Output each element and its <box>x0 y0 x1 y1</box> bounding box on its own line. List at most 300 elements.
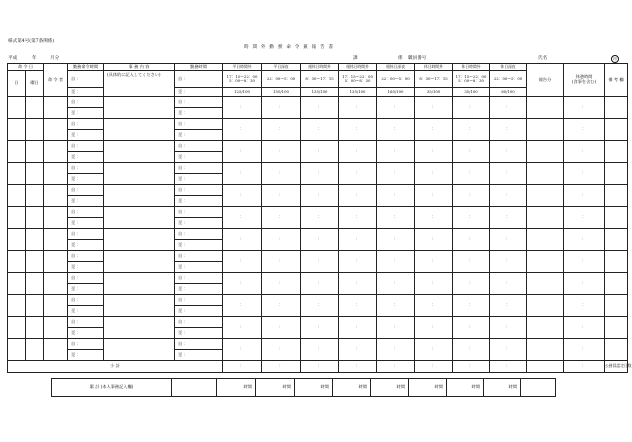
cat-cell-9-7[interactable]: ： <box>453 273 490 295</box>
subtotal-rest[interactable]: ： <box>564 361 605 373</box>
cat-cell-11-2[interactable]: ： <box>262 317 301 339</box>
cat-cell-8-1[interactable]: ： <box>223 251 262 273</box>
rest-cell-6[interactable]: ： <box>564 207 605 229</box>
remarks-cell-9[interactable] <box>605 273 628 295</box>
remarks-cell-10[interactable] <box>605 295 628 317</box>
cat-cell-8-4[interactable]: ： <box>339 251 377 273</box>
ordered-to-7[interactable]: 至 ： <box>68 240 104 251</box>
cat-cell-6-3[interactable]: ： <box>301 207 339 229</box>
rest-cell-3[interactable]: ： <box>564 141 605 163</box>
cat-cell-2-8[interactable]: ： <box>490 119 527 141</box>
entry-row <box>8 317 628 328</box>
work-from-header: 自 ： <box>175 71 223 88</box>
work-to-5[interactable]: 至 ： <box>175 196 223 207</box>
cat-rate-8: 60/100 <box>490 88 527 97</box>
work-from-10[interactable]: 自 ： <box>175 295 223 306</box>
work-to-2[interactable]: 至 ： <box>175 130 223 141</box>
totals-body <box>52 379 556 397</box>
ordered-to-4[interactable]: 至 ： <box>68 174 104 185</box>
entry-row <box>8 339 628 350</box>
total-blank <box>172 379 217 397</box>
total-hours-8: 時間 <box>484 379 521 397</box>
cat-cell-5-2[interactable]: ： <box>262 185 301 207</box>
cat-cell-4-6[interactable]: ： <box>415 163 453 185</box>
day-cell-7[interactable] <box>8 229 26 251</box>
cat-cell-5-3[interactable]: ： <box>301 185 339 207</box>
work-time-header: 勤務時間 <box>175 64 223 71</box>
cat-label-4: 週休日時間外 <box>339 64 377 71</box>
remarks-cell-4[interactable] <box>605 163 628 185</box>
ordered-from-9[interactable]: 自 ： <box>68 273 104 284</box>
ordered-from-4[interactable]: 自 ： <box>68 163 104 174</box>
weekday-cell-1[interactable] <box>26 97 44 119</box>
total-hours-2: 時間 <box>256 379 295 397</box>
subtotal-cell-6[interactable]: ： <box>415 361 453 373</box>
content-cell-5[interactable] <box>104 185 175 207</box>
orderer-cell-5[interactable] <box>44 185 68 207</box>
work-from-4[interactable]: 自 ： <box>175 163 223 174</box>
total-hours-1: 時間 <box>217 379 256 397</box>
cat-cell-10-6[interactable]: ： <box>415 295 453 317</box>
entry-row <box>8 119 628 130</box>
day-cell-12[interactable] <box>8 339 26 361</box>
orderer-cell-1[interactable] <box>44 97 68 119</box>
weekday-cell-4[interactable] <box>26 163 44 185</box>
cat-cell-5-6[interactable]: ： <box>415 185 453 207</box>
work-to-3[interactable]: 至 ： <box>175 152 223 163</box>
rest-label: 休憩時間 <box>575 74 593 80</box>
cat-cell-12-2[interactable]: ： <box>262 339 301 361</box>
cat-cell-1-7[interactable]: ： <box>453 97 490 119</box>
rest-cell-1[interactable]: ： <box>564 97 605 119</box>
day-cell-6[interactable] <box>8 207 26 229</box>
cat-cell-7-7[interactable]: ： <box>453 229 490 251</box>
ordered-from-8[interactable]: 自 ： <box>68 251 104 262</box>
rest-cell-7[interactable]: ： <box>564 229 605 251</box>
entry-row <box>8 273 628 284</box>
work-from-8[interactable]: 自 ： <box>175 251 223 262</box>
rest-cell-2[interactable]: ： <box>564 119 605 141</box>
entry-row <box>8 229 628 240</box>
day-cell-5[interactable] <box>8 185 26 207</box>
ordered-to-1[interactable]: 至 ： <box>68 108 104 119</box>
cat-cell-5-4[interactable]: ： <box>339 185 377 207</box>
work-to-12[interactable]: 至 ： <box>175 350 223 361</box>
cat-cell-9-2[interactable]: ： <box>262 273 301 295</box>
ordered-from-11[interactable]: 自 ： <box>68 317 104 328</box>
ordered-to-header: 至 ： <box>68 88 104 97</box>
subtotal-cell-5[interactable]: ： <box>377 361 415 373</box>
weekday-cell-8[interactable] <box>26 251 44 273</box>
rest-cell-10[interactable]: ： <box>564 295 605 317</box>
cat-cell-6-8[interactable]: ： <box>490 207 527 229</box>
orderer-cell-11[interactable] <box>44 317 68 339</box>
content-cell-7[interactable] <box>104 229 175 251</box>
work-to-6[interactable]: 至 ： <box>175 218 223 229</box>
confirm-cell-8[interactable] <box>527 251 564 273</box>
confirm-cell-7[interactable] <box>527 229 564 251</box>
cat-cell-3-4[interactable]: ： <box>339 141 377 163</box>
cat-time-1: 17：15〜22：00 5：00〜8：30 <box>223 71 262 88</box>
ordered-to-9[interactable]: 至 ： <box>68 284 104 295</box>
cat-cell-8-8[interactable]: ： <box>490 251 527 273</box>
work-to-9[interactable]: 至 ： <box>175 284 223 295</box>
confirm-cell-11[interactable] <box>527 317 564 339</box>
cat-label-3: 週休日時間外 <box>301 64 339 71</box>
orderer-cell-7[interactable] <box>44 229 68 251</box>
cat-cell-6-6[interactable]: ： <box>415 207 453 229</box>
cat-cell-7-2[interactable]: ： <box>262 229 301 251</box>
cat-cell-3-1[interactable]: ： <box>223 141 262 163</box>
orderer-cell-8[interactable] <box>44 251 68 273</box>
confirm-cell-4[interactable] <box>527 163 564 185</box>
cat-cell-6-7[interactable]: ： <box>453 207 490 229</box>
cat-cell-2-3[interactable]: ： <box>301 119 339 141</box>
form-number: 様式第4号(第7条関係) <box>8 39 55 44</box>
cat-cell-3-5[interactable]: ： <box>377 141 415 163</box>
cat-cell-12-5[interactable]: ： <box>377 339 415 361</box>
table-body <box>8 63 632 373</box>
ordered-to-3[interactable]: 至 ： <box>68 152 104 163</box>
cat-cell-12-3[interactable]: ： <box>301 339 339 361</box>
cat-cell-3-7[interactable]: ： <box>453 141 490 163</box>
work-from-12[interactable]: 自 ： <box>175 339 223 350</box>
cat-cell-9-5[interactable]: ： <box>377 273 415 295</box>
overtime-table <box>7 63 632 373</box>
orderer-header: 命 令 者 <box>44 64 68 97</box>
staff-number-label: 職員番号 <box>408 56 427 61</box>
rest-sub-label: (食事を含む) <box>571 79 597 84</box>
cat-cell-8-7[interactable]: ： <box>453 251 490 273</box>
cert-days-label: 公務員認定日数 <box>605 361 628 373</box>
remarks-cell-5[interactable] <box>605 185 628 207</box>
work-from-7[interactable]: 自 ： <box>175 229 223 240</box>
remarks-cell-6[interactable] <box>605 207 628 229</box>
confirm-cell-2[interactable] <box>527 119 564 141</box>
ordered-from-5[interactable]: 自 ： <box>68 185 104 196</box>
cat-cell-5-7[interactable]: ： <box>453 185 490 207</box>
content-cell-2[interactable] <box>104 119 175 141</box>
period-year: 年 <box>32 56 37 61</box>
orderer-cell-3[interactable] <box>44 141 68 163</box>
orderer-cell-2[interactable] <box>44 119 68 141</box>
weekday-header: 曜日 <box>26 71 44 97</box>
day-header: 日 <box>8 71 26 97</box>
work-from-2[interactable]: 自 ： <box>175 119 223 130</box>
remarks-header: 備 考 欄 <box>605 64 628 97</box>
total-hours-5: 時間 <box>371 379 409 397</box>
rest-header <box>564 64 605 97</box>
subtotal-cell-7[interactable]: ： <box>453 361 490 373</box>
rest-cell-8[interactable]: ： <box>564 251 605 273</box>
cat-cell-10-3[interactable]: ： <box>301 295 339 317</box>
cat-cell-2-1[interactable]: ： <box>223 119 262 141</box>
cat-cell-11-5[interactable]: ： <box>377 317 415 339</box>
cat-cell-8-2[interactable]: ： <box>262 251 301 273</box>
remarks-cell-11[interactable] <box>605 317 628 339</box>
ordered-to-2[interactable]: 至 ： <box>68 130 104 141</box>
subtotal-row <box>8 361 628 373</box>
content-cell-11[interactable] <box>104 317 175 339</box>
cat-cell-1-4[interactable]: ： <box>339 97 377 119</box>
cat-label-1: 平日時間外 <box>223 64 262 71</box>
work-to-10[interactable]: 至 ： <box>175 306 223 317</box>
subtotal-cell-1[interactable]: ： <box>223 361 262 373</box>
confirm-cell-1[interactable] <box>527 97 564 119</box>
day-cell-1[interactable] <box>8 97 26 119</box>
cat-cell-1-8[interactable]: ： <box>490 97 527 119</box>
day-cell-2[interactable] <box>8 119 26 141</box>
cat-label-6: 休日時間外 <box>415 64 453 71</box>
cat-cell-11-8[interactable]: ： <box>490 317 527 339</box>
cat-cell-11-1[interactable]: ： <box>223 317 262 339</box>
remarks-cell-12[interactable] <box>605 339 628 361</box>
cat-cell-7-3[interactable]: ： <box>301 229 339 251</box>
subtotal-confirm[interactable] <box>527 361 564 373</box>
cat-cell-12-6[interactable]: ： <box>415 339 453 361</box>
cat-cell-10-7[interactable]: ： <box>453 295 490 317</box>
orderer-cell-10[interactable] <box>44 295 68 317</box>
cat-cell-10-2[interactable]: ： <box>262 295 301 317</box>
entry-row <box>8 295 628 306</box>
cat-cell-2-6[interactable]: ： <box>415 119 453 141</box>
orderer-cell-4[interactable] <box>44 163 68 185</box>
cat-cell-5-8[interactable]: ： <box>490 185 527 207</box>
cat-label-2: 平日深夜 <box>262 64 301 71</box>
content-cell-8[interactable] <box>104 251 175 273</box>
cat-cell-8-6[interactable]: ： <box>415 251 453 273</box>
content-cell-9[interactable] <box>104 273 175 295</box>
cat-cell-6-4[interactable]: ： <box>339 207 377 229</box>
ordered-from-1[interactable]: 自 ： <box>68 97 104 108</box>
remarks-cell-1[interactable] <box>605 97 628 119</box>
rest-cell-9[interactable]: ： <box>564 273 605 295</box>
weekday-cell-3[interactable] <box>26 141 44 163</box>
cat-cell-12-1[interactable]: ： <box>223 339 262 361</box>
entry-row <box>8 251 628 262</box>
cat-cell-3-2[interactable]: ： <box>262 141 301 163</box>
confirm-cell-10[interactable] <box>527 295 564 317</box>
cat-cell-4-5[interactable]: ： <box>377 163 415 185</box>
day-cell-4[interactable] <box>8 163 26 185</box>
cat-cell-5-1[interactable]: ： <box>223 185 262 207</box>
cat-cell-4-4[interactable]: ： <box>339 163 377 185</box>
entry-row <box>8 97 628 108</box>
day-cell-8[interactable] <box>8 251 26 273</box>
work-to-7[interactable]: 至 ： <box>175 240 223 251</box>
content-header: 事 務 内 容 <box>104 64 175 71</box>
work-to-8[interactable]: 至 ： <box>175 262 223 273</box>
ordered-to-6[interactable]: 至 ： <box>68 218 104 229</box>
weekday-cell-11[interactable] <box>26 317 44 339</box>
cat-cell-4-7[interactable]: ： <box>453 163 490 185</box>
cat-cell-8-3[interactable]: ： <box>301 251 339 273</box>
weekday-cell-7[interactable] <box>26 229 44 251</box>
cat-cell-11-7[interactable]: ： <box>453 317 490 339</box>
cat-cell-7-4[interactable]: ： <box>339 229 377 251</box>
subtotal-cell-2[interactable]: ： <box>262 361 301 373</box>
cat-cell-1-2[interactable]: ： <box>262 97 301 119</box>
cat-cell-10-1[interactable]: ： <box>223 295 262 317</box>
cat-cell-4-3[interactable]: ： <box>301 163 339 185</box>
cat-cell-9-4[interactable]: ： <box>339 273 377 295</box>
content-cell-4[interactable] <box>104 163 175 185</box>
weekday-cell-5[interactable] <box>26 185 44 207</box>
confirm-cell-6[interactable] <box>527 207 564 229</box>
day-cell-9[interactable] <box>8 273 26 295</box>
ordered-from-3[interactable]: 自 ： <box>68 141 104 152</box>
confirm-cell-9[interactable] <box>527 273 564 295</box>
entry-row <box>8 185 628 196</box>
subtotal-cell-8[interactable]: ： <box>490 361 527 373</box>
cat-cell-3-6[interactable]: ： <box>415 141 453 163</box>
cat-rate-1: 125/100 <box>223 88 262 97</box>
dept-label: 課 <box>353 56 358 61</box>
total-label: 累 計 (本人事務記入欄) <box>52 379 172 397</box>
cat-cell-6-1[interactable]: ： <box>223 207 262 229</box>
cat-time-7: 17：15〜22：00 5：00〜8：30 <box>453 71 490 88</box>
remarks-cell-7[interactable] <box>605 229 628 251</box>
cat-cell-2-4[interactable]: ： <box>339 119 377 141</box>
cat-time-6: 8：30〜17：15 <box>415 71 453 88</box>
day-cell-11[interactable] <box>8 317 26 339</box>
remarks-cell-3[interactable] <box>605 141 628 163</box>
weekday-cell-6[interactable] <box>26 207 44 229</box>
ordered-from-6[interactable]: 自 ： <box>68 207 104 218</box>
cat-cell-2-2[interactable]: ： <box>262 119 301 141</box>
rest-cell-4[interactable]: ： <box>564 163 605 185</box>
orderer-cell-12[interactable] <box>44 339 68 361</box>
cat-cell-7-1[interactable]: ： <box>223 229 262 251</box>
cat-cell-1-5[interactable]: ： <box>377 97 415 119</box>
remarks-cell-8[interactable] <box>605 251 628 273</box>
content-cell-6[interactable] <box>104 207 175 229</box>
content-cell-1[interactable] <box>104 97 175 119</box>
period-era: 平成 <box>8 56 18 61</box>
cat-cell-1-3[interactable]: ： <box>301 97 339 119</box>
cat-cell-6-2[interactable]: ： <box>262 207 301 229</box>
cat-cell-7-6[interactable]: ： <box>415 229 453 251</box>
cat-cell-11-6[interactable]: ： <box>415 317 453 339</box>
ordered-from-10[interactable]: 自 ： <box>68 295 104 306</box>
cat-rate-2: 150/100 <box>262 88 301 97</box>
cat-cell-7-8[interactable]: ： <box>490 229 527 251</box>
orderer-cell-9[interactable] <box>44 273 68 295</box>
work-to-4[interactable]: 至 ： <box>175 174 223 185</box>
rest-cell-5[interactable]: ： <box>564 185 605 207</box>
cat-cell-9-1[interactable]: ： <box>223 273 262 295</box>
work-to-11[interactable]: 至 ： <box>175 328 223 339</box>
cat-time-8: 22：00〜5：00 <box>490 71 527 88</box>
ordered-to-12[interactable]: 至 ： <box>68 350 104 361</box>
work-from-5[interactable]: 自 ： <box>175 185 223 196</box>
confirm-cell-3[interactable] <box>527 141 564 163</box>
cat-cell-2-5[interactable]: ： <box>377 119 415 141</box>
content-cell-12[interactable] <box>104 339 175 361</box>
work-from-1[interactable]: 自 ： <box>175 97 223 108</box>
ordered-from-7[interactable]: 自 ： <box>68 229 104 240</box>
ordered-time-header: 勤務命令時間 <box>68 64 104 71</box>
subtotal-cell-3[interactable]: ： <box>301 361 339 373</box>
ordered-to-5[interactable]: 至 ： <box>68 196 104 207</box>
ordered-to-11[interactable]: 至 ： <box>68 328 104 339</box>
cat-cell-10-4[interactable]: ： <box>339 295 377 317</box>
cat-time-4: 17：15〜22：00 5：00〜8：30 <box>339 71 377 88</box>
total-hours-7: 時間 <box>447 379 484 397</box>
cat-cell-4-1[interactable]: ： <box>223 163 262 185</box>
work-from-9[interactable]: 自 ： <box>175 273 223 284</box>
cat-cell-4-8[interactable]: ： <box>490 163 527 185</box>
cat-time-3: 8：30〜17：15 <box>301 71 339 88</box>
orderer-cell-6[interactable] <box>44 207 68 229</box>
total-hours-4: 時間 <box>333 379 371 397</box>
ordered-from-12[interactable]: 自 ： <box>68 339 104 350</box>
rest-cell-11[interactable]: ： <box>564 317 605 339</box>
work-from-6[interactable]: 自 ： <box>175 207 223 218</box>
rest-cell-12[interactable]: ： <box>564 339 605 361</box>
document-title: 時 間 外 勤 務 命 令 兼 報 告 書 <box>244 45 335 50</box>
confirm-cell-5[interactable] <box>527 185 564 207</box>
cat-cell-10-5[interactable]: ： <box>377 295 415 317</box>
total-tail <box>521 379 556 397</box>
weekday-cell-10[interactable] <box>26 295 44 317</box>
ordered-to-8[interactable]: 至 ： <box>68 262 104 273</box>
cat-cell-11-4[interactable]: ： <box>339 317 377 339</box>
cat-cell-12-7[interactable]: ： <box>453 339 490 361</box>
total-hours-3: 時間 <box>295 379 333 397</box>
weekday-cell-9[interactable] <box>26 273 44 295</box>
day-cell-3[interactable] <box>8 141 26 163</box>
entry-row <box>8 141 628 152</box>
cat-cell-4-2[interactable]: ： <box>262 163 301 185</box>
ordered-from-2[interactable]: 自 ： <box>68 119 104 130</box>
work-from-3[interactable]: 自 ： <box>175 141 223 152</box>
subtotal-cell-4[interactable]: ： <box>339 361 377 373</box>
work-from-11[interactable]: 自 ： <box>175 317 223 328</box>
cat-label-7: 休日時間外 <box>453 64 490 71</box>
cat-cell-1-6[interactable]: ： <box>415 97 453 119</box>
section-label: 係 <box>398 56 403 61</box>
cat-cell-6-5[interactable]: ： <box>377 207 415 229</box>
cat-cell-8-5[interactable]: ： <box>377 251 415 273</box>
cat-cell-7-5[interactable]: ： <box>377 229 415 251</box>
cat-cell-2-7[interactable]: ： <box>453 119 490 141</box>
cat-cell-3-3[interactable]: ： <box>301 141 339 163</box>
cat-cell-3-8[interactable]: ： <box>490 141 527 163</box>
content-cell-3[interactable] <box>104 141 175 163</box>
weekday-cell-2[interactable] <box>26 119 44 141</box>
cat-cell-10-8[interactable]: ： <box>490 295 527 317</box>
cat-cell-12-4[interactable]: ： <box>339 339 377 361</box>
cat-cell-9-6[interactable]: ： <box>415 273 453 295</box>
weekday-cell-12[interactable] <box>26 339 44 361</box>
work-to-1[interactable]: 至 ： <box>175 108 223 119</box>
seal-mark: 印 <box>611 55 619 63</box>
cat-cell-9-8[interactable]: ： <box>490 273 527 295</box>
cat-cell-1-1[interactable]: ： <box>223 97 262 119</box>
content-cell-10[interactable] <box>104 295 175 317</box>
cat-cell-11-3[interactable]: ： <box>301 317 339 339</box>
ordered-to-10[interactable]: 至 ： <box>68 306 104 317</box>
confirm-cell-12[interactable] <box>527 339 564 361</box>
cat-cell-12-8[interactable]: ： <box>490 339 527 361</box>
total-hours-6: 時間 <box>409 379 447 397</box>
remarks-cell-2[interactable] <box>605 119 628 141</box>
day-cell-10[interactable] <box>8 295 26 317</box>
cat-rate-7: 35/100 <box>453 88 490 97</box>
cat-cell-5-5[interactable]: ： <box>377 185 415 207</box>
cat-cell-9-3[interactable]: ： <box>301 273 339 295</box>
